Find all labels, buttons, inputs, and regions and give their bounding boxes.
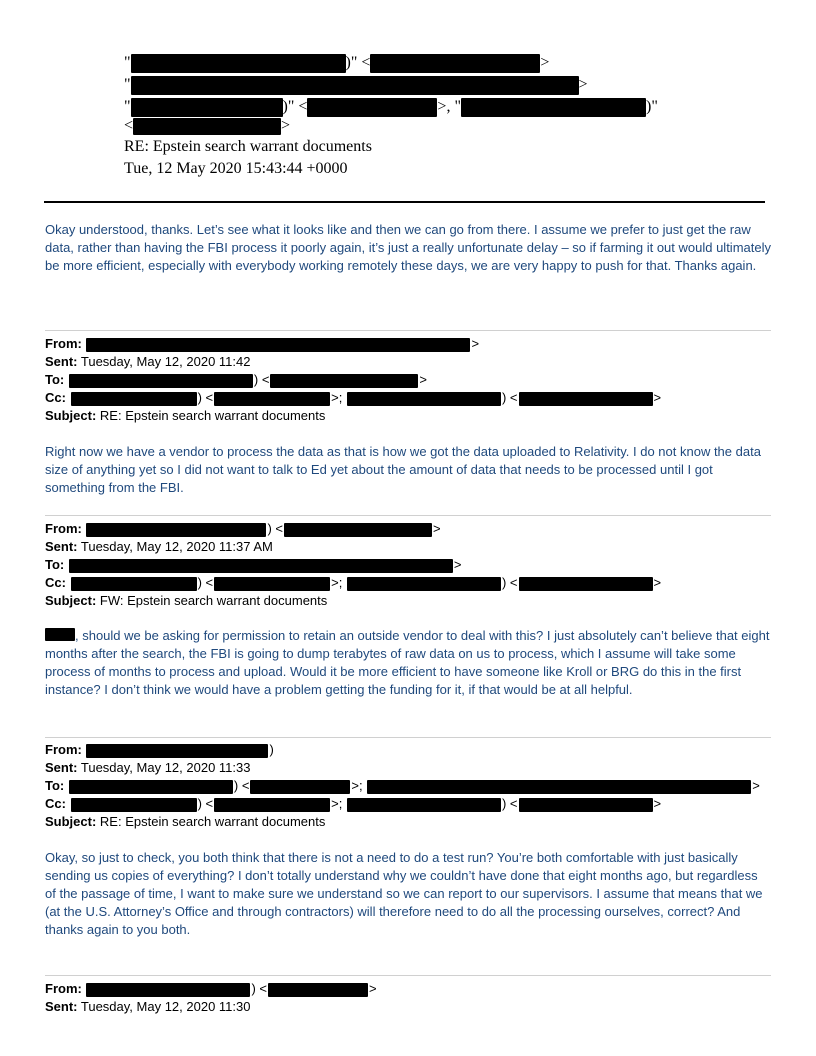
subject-value: FW: Epstein search warrant documents — [99, 593, 328, 608]
email-body-2: , should we be asking for permission to retain an outside vendor to deal with this? I just absolutely can’t believe that eight months after the search, the FBI is going to dump terabytes of raw data on us to process, which I assume will take some process of months to process and upload. Would it be more efficient to have someone like Kroll or BRG do this in the first instance? I don’t think we would have a problem getting the funding for it, if that would be at all helpful. — [45, 628, 770, 697]
redaction-block — [71, 392, 197, 406]
cc-row: Cc: ) < >; ) < > — [45, 390, 662, 405]
subject-label: Subject: — [45, 593, 97, 608]
sent-label: Sent: — [45, 760, 78, 775]
top-subject: RE: Epstein search warrant documents — [124, 138, 372, 155]
from-row: From: ) < > — [45, 981, 377, 996]
redaction-block — [367, 780, 751, 794]
sent-label: Sent: — [45, 539, 78, 554]
subject-row — [45, 813, 775, 831]
redaction-block — [214, 392, 330, 406]
redaction-block — [284, 523, 432, 537]
sent-label: Sent: — [45, 999, 78, 1014]
to-row: To: > — [45, 557, 462, 572]
redaction-block — [347, 577, 501, 591]
to-label: To: — [45, 557, 65, 572]
sent-value: Tuesday, May 12, 2020 11:37 AM — [80, 539, 273, 554]
cc-row: Cc: ) < >; ) < > — [45, 575, 662, 590]
sent-value: Tuesday, May 12, 2020 11:42 — [80, 354, 251, 369]
sent-row — [45, 538, 775, 556]
top-date: Tue, 12 May 2020 15:43:44 +0000 — [124, 160, 348, 177]
redaction-block — [270, 374, 418, 388]
top-to-value: " > — [124, 76, 588, 93]
cc-label: Cc: — [45, 390, 66, 405]
from-label: From: — [45, 981, 82, 996]
reply-message: Okay understood, thanks. Let’s see what it looks like and then we can go from there. I assume we prefer to just get the raw data, rather than having the FBI process it poorly again, it’s just a really unfortunate delay – so if farming it out would ultimately be more efficient, especially with everybody working remotely these days, we are very happy to push for that. Thanks again. — [45, 222, 771, 273]
redaction-block — [268, 983, 368, 997]
from-label: From: — [45, 521, 82, 536]
redaction-block — [131, 54, 346, 73]
email-separator — [45, 737, 771, 738]
redaction-block — [519, 798, 653, 812]
to-row: To: ) < >; > — [45, 778, 760, 793]
redaction-block — [307, 98, 437, 117]
subject-row — [45, 407, 775, 425]
from-row: From: ) — [45, 742, 274, 757]
from-label: From: — [45, 742, 82, 757]
redaction-block — [45, 628, 75, 641]
redaction-block — [71, 577, 197, 591]
email-body-3: Okay, so just to check, you both think that there is not a need to do a test run? You’re both comfortable with just basically sending us copies of everything? I don’t totally understand why we couldn’t have done that eight months ago, but regardless of the passage of time, I want to make sure we understand so we can report to our supervisors. I assume that means that we (at the U.S. Attorney’s Office and through contractors) will therefore need to do all the processing ourselves, correct? And thanks again to you both. — [45, 850, 763, 937]
subject-label: Subject: — [45, 408, 97, 423]
email-separator — [45, 975, 771, 976]
email-header-4 — [45, 980, 775, 1016]
redaction-block — [86, 523, 266, 537]
sent-label: Sent: — [45, 354, 78, 369]
redaction-block — [71, 798, 197, 812]
redaction-block — [86, 744, 268, 758]
redaction-block — [461, 98, 646, 117]
redaction-block — [347, 392, 501, 406]
subject-value: RE: Epstein search warrant documents — [99, 408, 326, 423]
top-from-value: " )" < > — [124, 54, 550, 71]
subject-row — [45, 592, 775, 610]
sent-row — [45, 759, 775, 777]
redaction-block — [519, 392, 653, 406]
redaction-block — [131, 98, 283, 117]
redaction-block — [69, 559, 453, 573]
email-body-1: Right now we have a vendor to process the data as that is how we got the data uploaded to Relativity. I do not know the data size of anything yet so I did not want to talk to Ed yet about the amount of data that needs to be processed until I got something from the FBI. — [45, 444, 761, 495]
to-label: To: — [45, 778, 65, 793]
cc-row: Cc: ) < >; ) < > — [45, 796, 662, 811]
redaction-block — [86, 338, 470, 352]
header-divider — [44, 201, 765, 203]
email-separator — [45, 330, 771, 331]
redaction-block — [370, 54, 540, 73]
top-cc-value-2: < > — [124, 117, 291, 134]
redaction-block — [519, 577, 653, 591]
sent-row — [45, 998, 775, 1016]
email-header-2 — [45, 520, 775, 610]
sent-row — [45, 353, 775, 371]
top-cc-value: " )" < >, " )" — [124, 98, 658, 115]
to-row: To: ) < > — [45, 372, 428, 387]
from-row: From: > — [45, 336, 480, 351]
to-label: To: — [45, 372, 65, 387]
redaction-block — [347, 798, 501, 812]
redaction-block — [250, 780, 350, 794]
sent-value: Tuesday, May 12, 2020 11:30 — [80, 999, 251, 1014]
redaction-block — [69, 374, 253, 388]
email-header-3 — [45, 741, 775, 831]
sent-value: Tuesday, May 12, 2020 11:33 — [80, 760, 251, 775]
subject-value: RE: Epstein search warrant documents — [99, 814, 326, 829]
email-separator — [45, 515, 771, 516]
redaction-block — [69, 780, 233, 794]
redaction-block — [133, 118, 281, 135]
email-body-2-wrapper — [45, 627, 771, 699]
subject-label: Subject: — [45, 814, 97, 829]
cc-label: Cc: — [45, 796, 66, 811]
redaction-block — [131, 76, 579, 95]
redaction-block — [86, 983, 250, 997]
from-label: From: — [45, 336, 82, 351]
from-row: From: ) < > — [45, 521, 441, 536]
redaction-block — [214, 577, 330, 591]
cc-label: Cc: — [45, 575, 66, 590]
redaction-block — [214, 798, 330, 812]
email-header-1 — [45, 335, 775, 425]
